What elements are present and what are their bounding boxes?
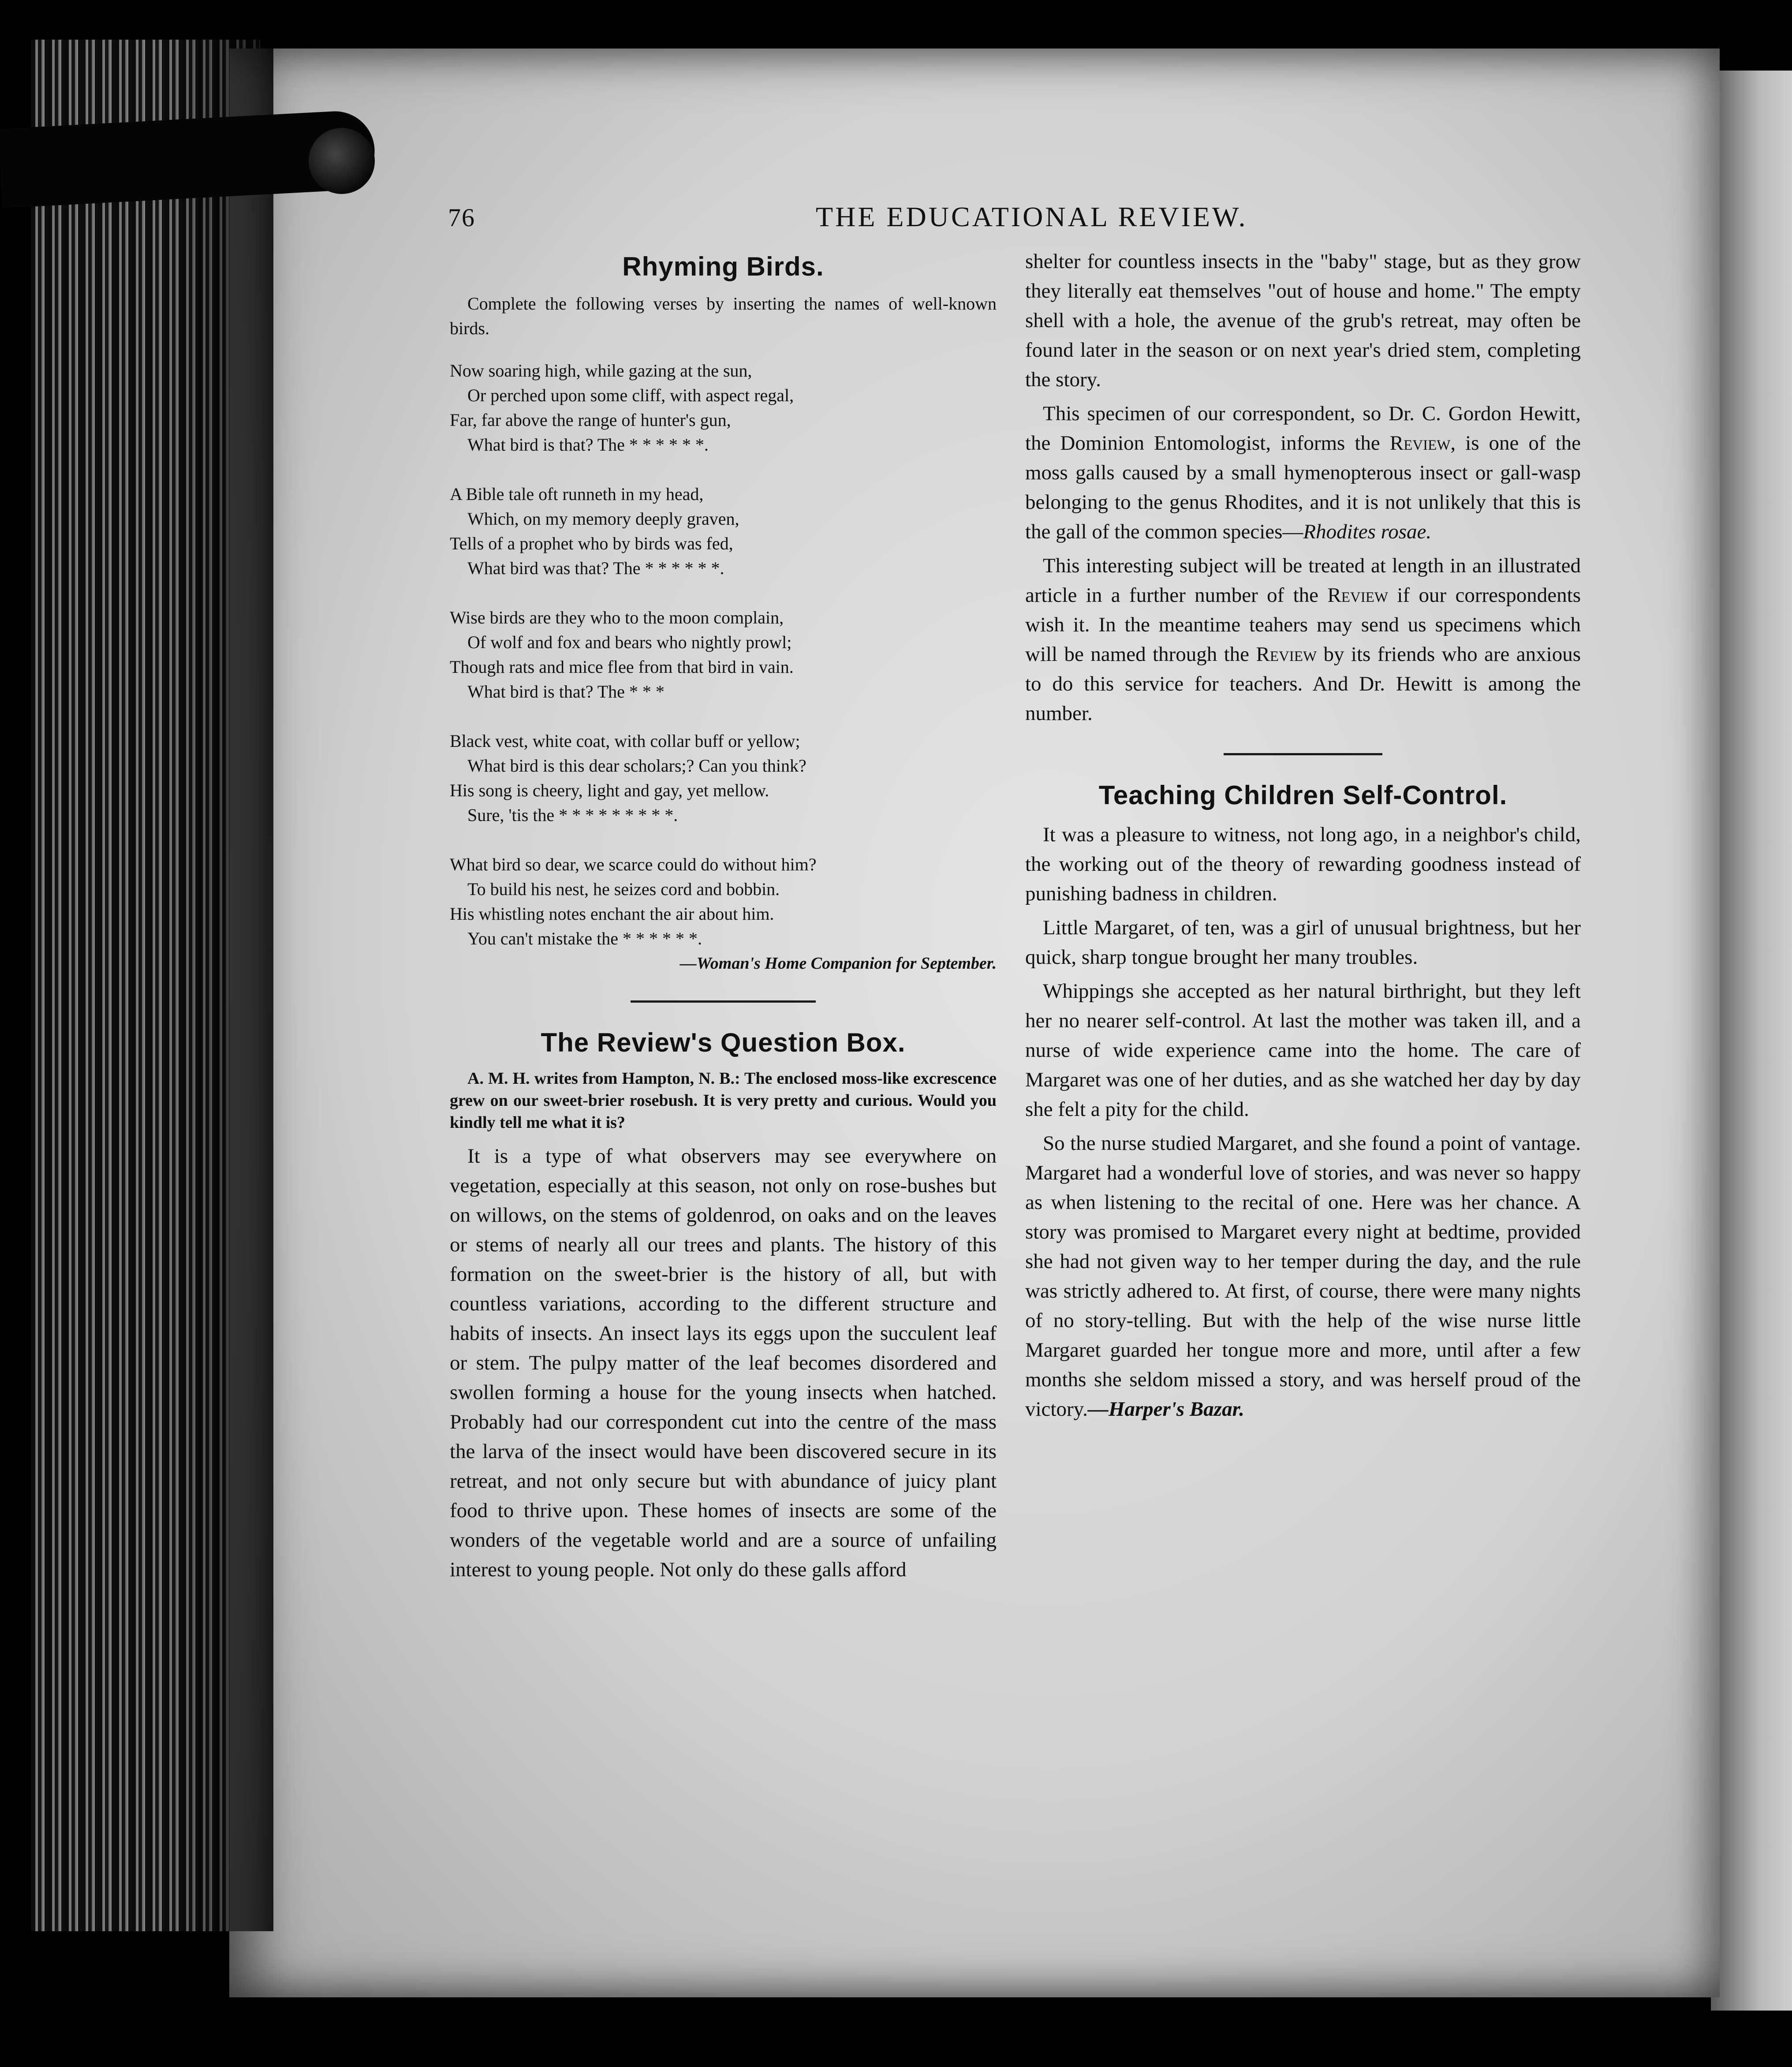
gutter-shadow bbox=[168, 40, 273, 1931]
rhyming-birds-intro: Complete the following verses by inserting the names of well-known birds. bbox=[450, 294, 997, 338]
poem-stanza bbox=[450, 358, 997, 457]
section-divider bbox=[631, 1000, 816, 1003]
page-number: 76 bbox=[448, 203, 475, 232]
poem-line: You can't mistake the * * * * * *. bbox=[467, 929, 702, 948]
page-clip-tip bbox=[309, 128, 375, 194]
self-control-paragraph: It was a pleasure to witness, not long ago, in a neighbor's child, the working out of the theory of rewarding goodness instead of punishing badness in children. bbox=[1025, 823, 1581, 905]
poem-line: Of wolf and fox and bears who nightly prowl; bbox=[467, 632, 792, 652]
poem-line: Now soaring high, while gazing at the sun, bbox=[450, 361, 752, 381]
poem-attribution: —Woman's Home Companion for September. bbox=[679, 954, 997, 973]
poem-line: What bird so dear, we scarce could do without him? bbox=[450, 854, 817, 874]
poem-stanza bbox=[450, 605, 997, 704]
poem-stanza bbox=[450, 482, 997, 581]
section-divider bbox=[1224, 753, 1382, 755]
poem-stanza bbox=[450, 852, 997, 951]
left-column bbox=[450, 251, 997, 1585]
right-column bbox=[1025, 247, 1581, 1429]
poem-line: Which, on my memory deeply graven, bbox=[467, 509, 739, 529]
facing-page-edge bbox=[1711, 71, 1792, 2011]
poem-line: A Bible tale oft runneth in my head, bbox=[450, 484, 704, 504]
poem-stanza bbox=[450, 729, 997, 828]
poem-line: What bird was that? The * * * * * *. bbox=[467, 558, 724, 578]
question-box-title: The Review's Question Box. bbox=[541, 1028, 906, 1057]
self-control-title: Teaching Children Self-Control. bbox=[1098, 780, 1508, 810]
interest-paragraph: This interesting subject will be treated at length in an illustrated article in a further number of the Review if our correspondents wish it. In the meantime teahers may send us specimens which will be named through the Review by its friends who are anxious to do this service for teachers. And Dr. Hewitt is among the number. bbox=[1025, 554, 1581, 725]
poem-line: Tells of a prophet who by birds was fed, bbox=[450, 534, 733, 553]
answer-continued: shelter for countless insects in the "baby" stage, but as they grow they literally eat themselves "out of house and home." The empty shell with a hole, the avenue of the grub's retreat, may often be found later in the season or on next year's dried stem, completing the story. bbox=[1025, 250, 1581, 391]
poem-line: Sure, 'tis the * * * * * * * * *. bbox=[467, 805, 678, 825]
poem-line: What bird is this dear scholars;? Can you think? bbox=[467, 756, 806, 776]
poem-line: What bird is that? The * * * bbox=[467, 682, 665, 701]
self-control-paragraph: Little Margaret, of ten, was a girl of unusual brightness, but her quick, sharp tongue brought her many troubles. bbox=[1025, 916, 1581, 969]
answer-paragraph: It is a type of what observers may see everywhere on vegetation, especially at this season, not only on rose-bushes but on willows, on the stems of goldenrod, on oaks and on the leaves or stems of nearly all our trees and plants. The history of this formation on the sweet-brier is the history of all, but with countless variations, according to the different structure and habits of insects. An insect lays its eggs upon the succulent leaf or stem. The pulpy matter of the leaf becomes disordered and swollen forming a house for the young insects when hatched. Probably had our correspondent cut into the centre of the mass the larva of the insect would have been discovered secure in its retreat, and not only secure but with abundance of juicy plant food to thrive upon. These homes of insects are some of the wonders of the vegetable world and are a source of unfailing interest to young people. Not only do these galls afford bbox=[450, 1145, 997, 1581]
rhyming-birds-title: Rhyming Birds. bbox=[622, 252, 824, 281]
self-control-attribution: —Harper's Bazar. bbox=[1087, 1398, 1245, 1421]
self-control-paragraph: So the nurse studied Margaret, and she found a point of vantage. Margaret had a wonderful love of stories, and was never so happy as when listening to the recital of one. Here was her chance. A story was promised to Margaret every night at bedtime, provided she had not given way to her temper during the day, and the rule was strictly adhered to. At first, of course, there were many nights of no story-telling. But with the help of the wise nurse little Margaret guarded her tongue more and more, until after a few months she seldom missed a story, and was herself proud of the victory.—Harper's Bazar. bbox=[1025, 1132, 1581, 1421]
poem-line: Wise birds are they who to the moon complain, bbox=[450, 608, 784, 627]
poem-line: Far, far above the range of hunter's gun, bbox=[450, 410, 731, 430]
poem-line: To build his nest, he seizes cord and bobbin. bbox=[467, 879, 780, 899]
reader-query: A. M. H. writes from Hampton, N. B.: The enclosed moss-like excrescence grew on our sweet-brier rosebush. It is very pretty and curious. Would you kindly tell me what it is? bbox=[450, 1069, 997, 1132]
poem-line: What bird is that? The * * * * * *. bbox=[467, 435, 709, 455]
poem-line: Black vest, white coat, with collar buff or yellow; bbox=[450, 731, 800, 751]
running-head: THE EDUCATIONAL REVIEW. bbox=[816, 201, 1248, 232]
poem-line: His whistling notes enchant the air about him. bbox=[450, 904, 774, 924]
poem-line: His song is cheery, light and gay, yet mellow. bbox=[450, 780, 769, 800]
poem-line: Though rats and mice flee from that bird in vain. bbox=[450, 657, 794, 677]
poem-line: Or perched upon some cliff, with aspect regal, bbox=[467, 385, 794, 405]
self-control-paragraph: Whippings she accepted as her natural birthright, but they left her no nearer self-control. At last the mother was taken ill, and a nurse of wide experience came into the home. The care of Margaret was one of her duties, and as she watched her day by day she felt a pity for the child. bbox=[1025, 980, 1581, 1121]
specimen-paragraph: This specimen of our correspondent, so Dr. C. Gordon Hewitt, the Dominion Entomologist, informs the Review, is one of the moss galls caused by a small hymenopterous insect or gall-wasp belonging to the genus Rhodites, and it is not unlikely that this is the gall of the common species—Rhodites rosae. bbox=[1025, 402, 1581, 543]
